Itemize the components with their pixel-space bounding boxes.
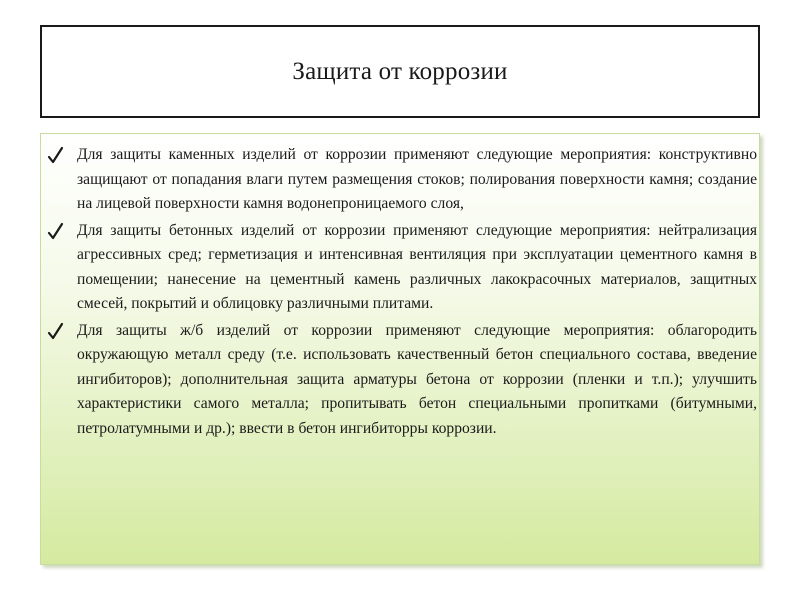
bullet-item-stone bbox=[41, 143, 761, 217]
checkmark-icon bbox=[47, 143, 65, 167]
title-box bbox=[40, 25, 760, 118]
bullet-item-reinforced-concrete bbox=[41, 319, 761, 442]
bullet-text: Для защиты каменных изделий от коррозии применяют следующие мероприятия: конструктивно защищают от попадания влаги путем размещения стоков; полирования поверхности камня; создание на лицевой поверхности камня водонепроницаемого слоя, bbox=[77, 146, 757, 212]
bullet-list bbox=[41, 143, 761, 443]
content-box bbox=[40, 133, 760, 565]
checkmark-icon bbox=[47, 319, 65, 343]
bullet-item-concrete bbox=[41, 219, 761, 317]
bullet-text: Для защиты ж/б изделий от коррозии применяют следующие мероприятия: облагородить окружающую металл среду (т.е. использовать качественный бетон специального состава, введение ингибиторов); дополнительная защита арматуры бетона от коррозии (пленки и т.п.); улучшить характеристики самого металла; пропитывать бетон специальными пропитками (битумными, петролатумными и др.); ввести в бетон ингибиторры коррозии. bbox=[77, 321, 757, 437]
bullet-text: Для защиты бетонных изделий от коррозии применяют следующие мероприятия: нейтрализация агрессивных сред; герметизация и интенсивная вентиляция при эксплуатации цементного камня в помещении; нанесение на цементный камень различных лакокрасочных материалов, защитных смесей, покрытий и облицовку различными плитами. bbox=[77, 221, 757, 312]
checkmark-icon bbox=[47, 219, 65, 243]
slide-title: Защита от коррозии bbox=[292, 57, 508, 85]
